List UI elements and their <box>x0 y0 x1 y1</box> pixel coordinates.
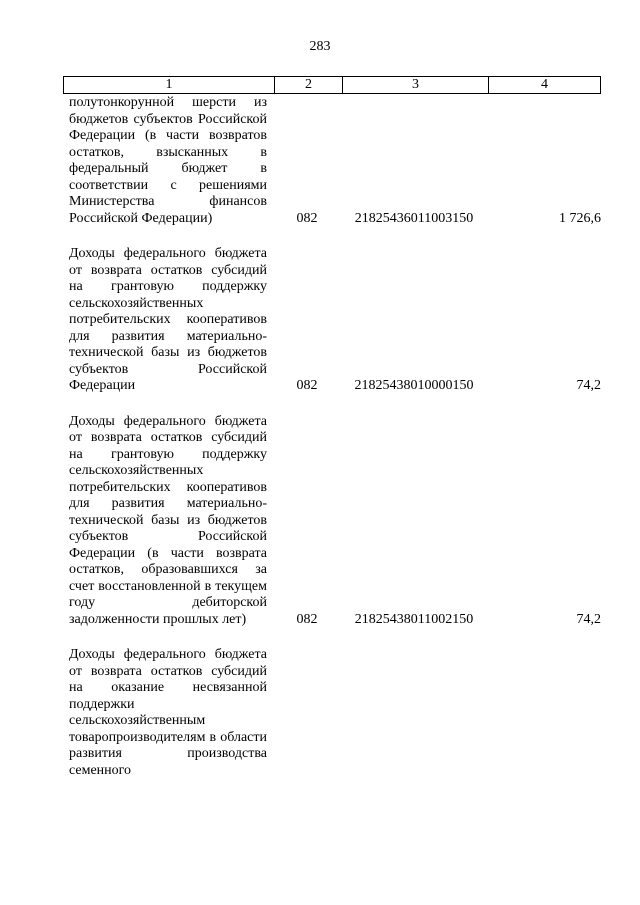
table-row <box>63 95 601 227</box>
row-description: Доходы федерального бюджета от возврата остатков субсидий на грантовую поддержку сельскохозяйственных потребительских кооперативов для развития материально-технической базы из бюджетов субъектов Российской Федерации (в части возврата остатков, образовавшихся за счет восстановленной в текущем году дебиторской задолженности прошлых лет) <box>69 413 267 627</box>
row-income-code: 21825436011003150 <box>354 210 474 226</box>
row-admin-code: 082 <box>296 378 318 393</box>
row-admin-code: 082 <box>296 611 318 627</box>
header-col-1: 1 <box>165 77 173 92</box>
header-col-4: 4 <box>488 77 600 93</box>
row-description: Доходы федерального бюджета от возврата остатков субсидий на грантовую поддержку сельскохозяйственных потребительских кооперативов для развития материально-технической базы из бюджетов субъектов Российской Федерации <box>69 246 267 393</box>
row-description: полутонкорунной шерсти из бюджетов субъектов Российской Федерации (в части возвратов остатков, взысканных в федеральный бюджет в соответствии с решениями Министерства финансов Российской Федерации) <box>69 95 267 226</box>
page-number: 283 <box>309 39 331 54</box>
row-amount: 74,2 <box>576 611 601 627</box>
row-income-code: 21825438010000150 <box>354 378 474 393</box>
header-col-3: 3 <box>342 77 488 93</box>
row-amount: 74,2 <box>576 378 601 393</box>
header-col-2: 2 <box>274 77 342 93</box>
table-row <box>63 647 601 779</box>
row-description: Доходы федерального бюджета от возврата остатков субсидий на оказание несвязанной поддержки сельскохозяйственным товаропроизводителям в области развития производства семенного <box>69 647 267 778</box>
row-amount: 1 726,6 <box>559 210 601 226</box>
table-body <box>63 95 601 798</box>
table-header <box>63 76 601 94</box>
row-admin-code: 082 <box>296 210 318 226</box>
table-row <box>63 246 601 395</box>
table-row <box>63 414 601 629</box>
row-income-code: 21825438011002150 <box>354 611 474 627</box>
